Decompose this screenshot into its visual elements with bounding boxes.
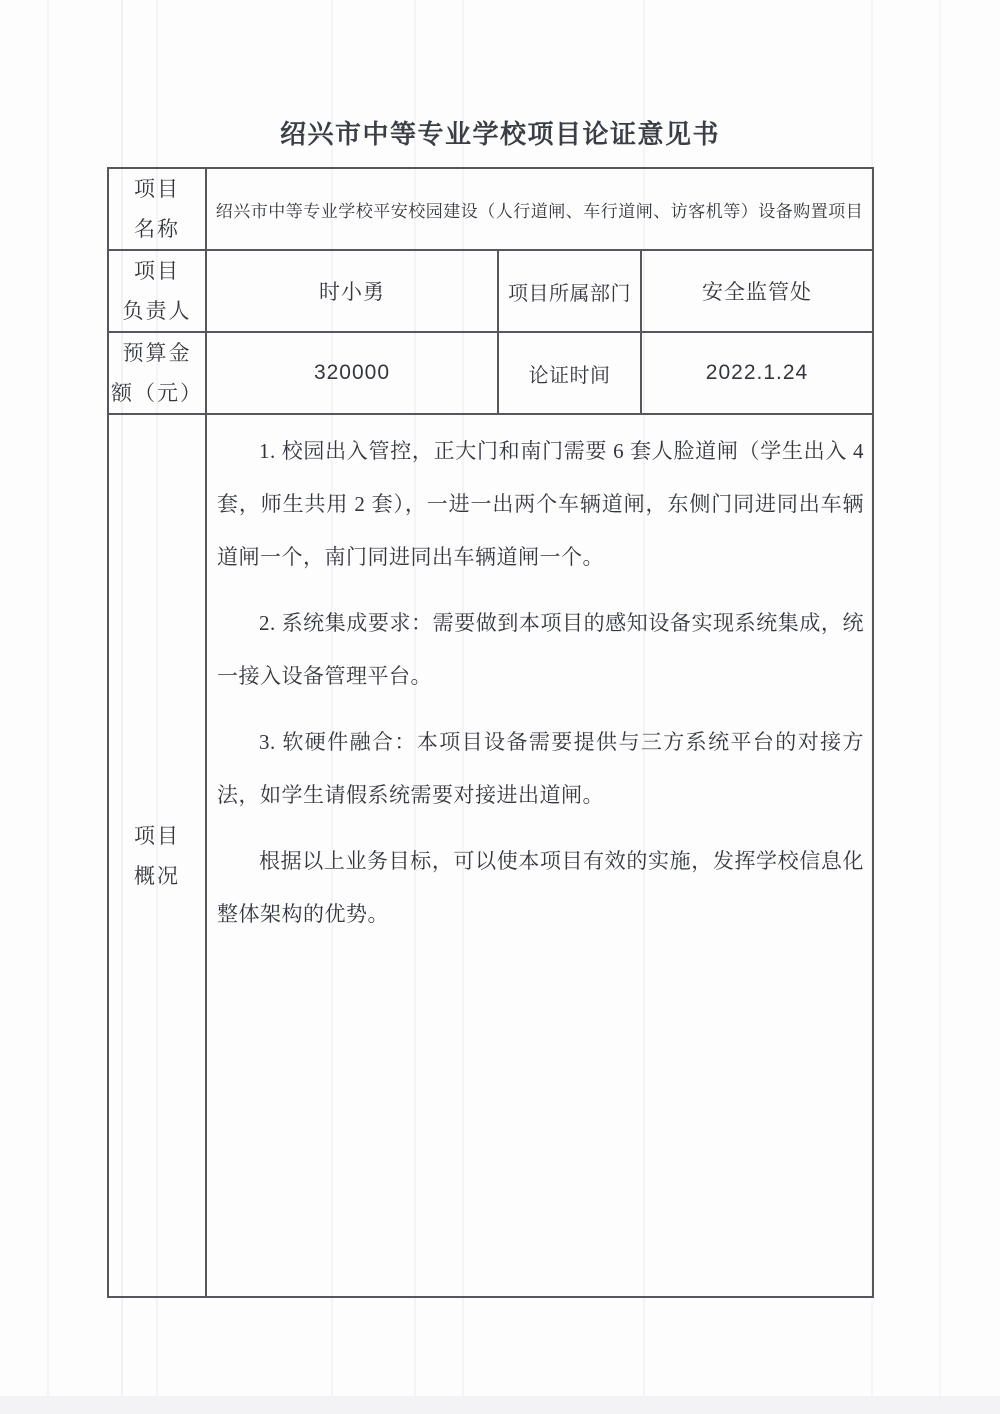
leader-label-line2: 负责人 (122, 299, 192, 323)
budget-label (108, 332, 206, 414)
scan-streak (939, 0, 941, 1414)
row-overview (108, 414, 873, 1297)
overview-content (206, 414, 873, 1297)
budget-label-line1: 预算金 (122, 341, 192, 365)
leader-label (108, 250, 206, 332)
overview-label-line1: 项目 (134, 823, 180, 848)
project-name-label-line2: 名称 (134, 217, 180, 241)
row-budget-time (108, 332, 873, 414)
row-project-name (108, 168, 873, 250)
project-name-label (108, 168, 206, 250)
department-label: 项目所属部门 (498, 250, 641, 332)
overview-paragraph-1: 1. 校园出入管控，正大门和南门需要 6 套人脸道闸（学生出入 4 套，师生共用 2 套），一进一出两个车辆道闸，东侧门同进同出车辆道闸一个，南门同进同出车辆道闸一个。 (217, 439, 864, 569)
review-time-label: 论证时间 (498, 332, 641, 414)
budget-label-line2: 额（元） (111, 381, 203, 405)
budget-value: 320000 (206, 332, 498, 414)
overview-paragraph-3: 3. 软硬件融合：本项目设备需要提供与三方系统平台的对接方法，如学生请假系统需要对接进出道闸。 (217, 730, 864, 807)
project-review-form-table (107, 167, 874, 1298)
scan-streak (47, 0, 49, 1414)
page-title: 绍兴市中等专业学校项目论证意见书 (279, 120, 720, 149)
overview-paragraph-4: 根据以上业务目标，可以使本项目有效的实施，发挥学校信息化整体架构的优势。 (217, 849, 864, 926)
project-name-label-line1: 项目 (134, 177, 180, 201)
project-name-value: 绍兴市中等专业学校平安校园建设（人行道闸、车行道闸、访客机等）设备购置项目 (206, 168, 873, 250)
leader-value: 时小勇 (206, 250, 498, 332)
overview-label-line2: 概况 (134, 863, 180, 888)
row-leader-department (108, 250, 873, 332)
leader-label-line1: 项目 (134, 259, 180, 283)
review-time-value: 2022.1.24 (641, 332, 873, 414)
overview-paragraph-2: 2. 系统集成要求：需要做到本项目的感知设备实现系统集成，统一接入设备管理平台。 (217, 611, 864, 688)
department-value: 安全监管处 (641, 250, 873, 332)
scan-bottom-edge (0, 1396, 1000, 1414)
overview-label (108, 414, 206, 1297)
